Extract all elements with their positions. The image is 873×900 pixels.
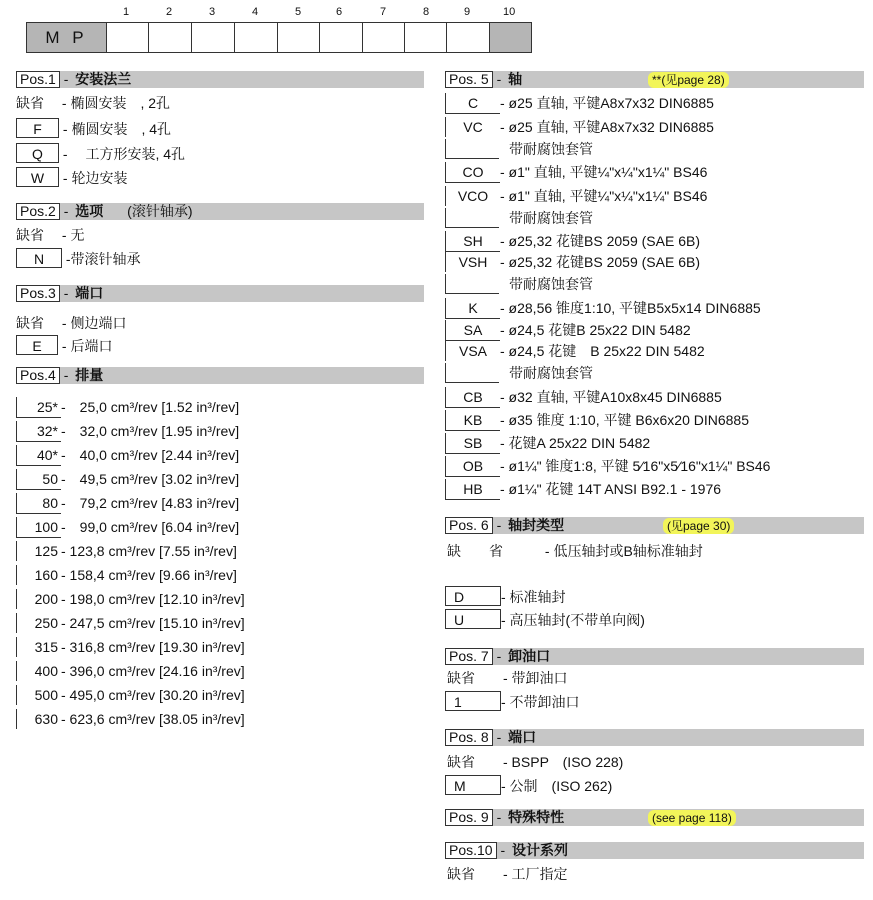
dash: - <box>496 729 502 745</box>
option-code: Q <box>16 143 59 163</box>
option-text: - 椭圆安装 , 4孔 <box>62 121 172 137</box>
list-item <box>447 864 568 884</box>
option-text: - 198,0 cm³/rev [12.10 in³/rev] <box>61 591 245 607</box>
option-text: - 40,0 cm³/rev [2.44 in³/rev] <box>61 447 240 463</box>
option-code: VCO <box>445 186 500 206</box>
option-text: - ø1" 直轴, 平键¼"x¼"x1¼" BS46 <box>500 188 708 204</box>
option-code: 250 <box>16 613 61 633</box>
list-item <box>445 456 770 477</box>
option-code: 1 <box>445 691 501 711</box>
page-reference-highlight: (见page 30) <box>663 518 734 534</box>
option-text: - ø25 直轴, 平键A8x7x32 DIN6885 <box>500 95 714 111</box>
option-text: - ø1¼" 锥度1:8, 平键 5⁄16"x5⁄16"x1¼" BS46 <box>500 458 771 474</box>
option-code: SB <box>445 433 500 454</box>
model-prefix: M P <box>27 23 107 52</box>
option-code: HB <box>445 479 500 500</box>
pos-tag: Pos.2 <box>16 203 60 220</box>
option-subtext: 带耐腐蚀套管 <box>509 141 593 157</box>
option-code: 缺省 <box>16 227 44 243</box>
list-item <box>16 445 239 466</box>
option-code: 40* <box>16 445 61 466</box>
list-item <box>445 252 700 272</box>
dash: - <box>63 367 69 383</box>
code-cell-8 <box>405 23 447 52</box>
option-code: 50 <box>16 469 61 490</box>
code-cell-6 <box>320 23 363 52</box>
option-text: - 316,8 cm³/rev [19.30 in³/rev] <box>61 639 245 655</box>
option-code: 630 <box>16 709 61 729</box>
list-item <box>16 118 171 139</box>
option-text: - 标准轴封 <box>501 589 566 605</box>
list-item <box>447 541 703 561</box>
position-number: 6 <box>336 6 343 18</box>
option-code: W <box>16 167 59 187</box>
option-code: 160 <box>16 565 61 585</box>
section-title: 端口 <box>75 285 104 301</box>
option-text: - 工方形安装, 4孔 <box>62 146 186 162</box>
code-cell-9 <box>447 23 490 52</box>
option-code: 80 <box>16 493 61 514</box>
option-code: F <box>16 118 59 138</box>
option-code: 500 <box>16 685 61 705</box>
section-header-pos10 <box>445 842 864 859</box>
section-title: 轴 <box>508 71 523 87</box>
position-number: 1 <box>123 6 130 18</box>
option-code: VSA <box>445 341 500 361</box>
option-code: VSH <box>445 252 500 272</box>
option-text: - ø24,5 花键B 25x22 DIN 5482 <box>500 322 691 338</box>
section-header-pos2 <box>16 203 424 220</box>
option-code: 缺省 <box>447 754 475 770</box>
option-code: CO <box>445 162 500 183</box>
option-text: - ø25,32 花键BS 2059 (SAE 6B) <box>500 254 700 270</box>
position-number: 5 <box>295 6 302 18</box>
option-text: - 高压轴封(不带单向阀) <box>501 612 645 628</box>
option-code: OB <box>445 456 500 477</box>
option-code: 125 <box>16 541 61 561</box>
section-title: 轴封类型 <box>508 517 565 533</box>
section-note: (滚针轴承) <box>127 203 193 219</box>
list-item <box>16 93 170 113</box>
option-text: - 79,2 cm³/rev [4.83 in³/rev] <box>61 495 240 511</box>
list-item <box>16 637 245 657</box>
option-text: - 不带卸油口 <box>501 694 580 710</box>
list-item <box>16 469 239 490</box>
option-text: - 椭圆安装 , 2孔 <box>61 95 171 111</box>
option-code: VC <box>445 117 500 137</box>
list-item <box>445 775 612 796</box>
list-item <box>445 341 705 361</box>
list-item <box>16 248 141 269</box>
option-text: - 99,0 cm³/rev [6.04 in³/rev] <box>61 519 240 535</box>
option-text: - 123,8 cm³/rev [7.55 in³/rev] <box>61 543 237 559</box>
option-text: - BSPP (ISO 228) <box>503 754 624 770</box>
dash: - <box>63 285 69 301</box>
list-item <box>445 298 761 319</box>
option-code: K <box>445 298 500 319</box>
list-item <box>447 752 623 772</box>
code-cell-5 <box>278 23 320 52</box>
code-box-continuation <box>445 139 499 159</box>
option-text: - 工厂指定 <box>503 866 568 882</box>
list-item <box>445 93 714 114</box>
list-item <box>16 517 239 538</box>
list-item <box>447 668 568 688</box>
option-text: - 25,0 cm³/rev [1.52 in³/rev] <box>61 399 240 415</box>
pos-tag: Pos. 6 <box>445 517 493 534</box>
list-item <box>16 143 185 164</box>
code-box-continuation <box>445 208 499 228</box>
dash: - <box>63 203 69 219</box>
option-subtext: 带耐腐蚀套管 <box>509 365 593 381</box>
option-text: - 侧边端口 <box>61 315 127 331</box>
list-item <box>445 387 722 408</box>
pos-tag: Pos.10 <box>445 842 497 859</box>
dash: - <box>496 809 502 825</box>
position-number: 4 <box>252 6 259 18</box>
code-box-continuation <box>445 363 499 383</box>
option-text: - ø1¼" 花键 14T ANSI B92.1 - 1976 <box>500 481 722 497</box>
dash: - <box>496 71 502 87</box>
dash: - <box>496 648 502 664</box>
section-title: 选项 <box>75 203 104 219</box>
position-number: 3 <box>209 6 216 18</box>
list-item <box>445 609 645 630</box>
pos-tag: Pos. 8 <box>445 729 493 746</box>
option-code: 32* <box>16 421 61 442</box>
section-header-pos1 <box>16 71 424 88</box>
option-code: U <box>445 609 501 629</box>
option-code: 25* <box>16 397 61 418</box>
section-header-pos8 <box>445 729 864 746</box>
code-cell-2 <box>149 23 192 52</box>
list-item <box>16 709 245 729</box>
option-code: 200 <box>16 589 61 609</box>
list-item <box>16 167 127 188</box>
option-text: - 低压轴封或B轴标准轴封 <box>544 543 703 559</box>
option-code: N <box>16 248 62 268</box>
option-text: - 花键A 25x22 DIN 5482 <box>500 435 651 451</box>
position-number: 9 <box>464 6 471 18</box>
list-item <box>16 613 245 633</box>
option-text: - 带卸油口 <box>503 670 568 686</box>
option-text: - 轮边安装 <box>62 170 128 186</box>
option-text: - ø28,56 锥度1:10, 平键B5x5x14 DIN6885 <box>500 300 761 316</box>
option-code: SA <box>445 320 500 341</box>
option-code: 缺省 <box>447 866 475 882</box>
code-cell-1 <box>107 23 149 52</box>
list-item <box>445 320 691 341</box>
option-code: 缺省 <box>447 670 475 686</box>
list-item <box>445 586 566 607</box>
option-text: - 49,5 cm³/rev [3.02 in³/rev] <box>61 471 240 487</box>
list-item <box>16 685 245 705</box>
option-text: -带滚针轴承 <box>65 251 141 267</box>
code-box-continuation <box>445 274 499 294</box>
list-item <box>16 541 237 561</box>
list-item <box>16 313 126 333</box>
list-item <box>445 162 707 183</box>
option-code: 缺 省 <box>447 543 503 559</box>
option-code: 400 <box>16 661 61 681</box>
section-title: 卸油口 <box>508 648 551 664</box>
list-item <box>16 335 112 356</box>
list-item <box>445 479 721 500</box>
section-title: 特殊特性 <box>508 809 565 825</box>
list-item <box>445 117 714 137</box>
pos-tag: Pos. 7 <box>445 648 493 665</box>
option-subtext: 带耐腐蚀套管 <box>509 210 593 226</box>
ordering-code-grid <box>26 22 532 53</box>
dash: - <box>63 71 69 87</box>
list-item <box>16 565 237 585</box>
list-item <box>445 691 580 712</box>
section-header-pos3 <box>16 285 424 302</box>
code-cell-10 <box>490 23 531 52</box>
option-text: - ø1" 直轴, 平键¼"x¼"x1¼" BS46 <box>500 164 708 180</box>
option-text: - 无 <box>61 227 85 243</box>
list-item <box>445 410 749 431</box>
code-cell-7 <box>363 23 405 52</box>
option-text: - 495,0 cm³/rev [30.20 in³/rev] <box>61 687 245 703</box>
option-code: KB <box>445 410 500 431</box>
option-text: - 396,0 cm³/rev [24.16 in³/rev] <box>61 663 245 679</box>
list-item <box>445 186 707 206</box>
option-text: - 公制 (ISO 262) <box>501 778 613 794</box>
option-code: SH <box>445 231 500 252</box>
option-text: - 623,6 cm³/rev [38.05 in³/rev] <box>61 711 245 727</box>
list-item <box>16 493 239 514</box>
option-text: - ø32 直轴, 平键A10x8x45 DIN6885 <box>500 389 722 405</box>
option-text: - 32,0 cm³/rev [1.95 in³/rev] <box>61 423 240 439</box>
pos-tag: Pos.4 <box>16 367 60 384</box>
section-title: 端口 <box>508 729 537 745</box>
option-code: 缺省 <box>16 95 44 111</box>
code-cell-4 <box>235 23 278 52</box>
section-header-pos4 <box>16 367 424 384</box>
option-code: CB <box>445 387 500 408</box>
option-code: 100 <box>16 517 61 538</box>
pos-tag: Pos. 5 <box>445 71 493 88</box>
pos-tag: Pos.1 <box>16 71 60 88</box>
option-text: - 后端口 <box>61 338 113 354</box>
option-text: - 247,5 cm³/rev [15.10 in³/rev] <box>61 615 245 631</box>
option-code: D <box>445 586 501 606</box>
list-item <box>16 421 239 442</box>
option-text: - ø25,32 花键BS 2059 (SAE 6B) <box>500 233 700 249</box>
page-reference-highlight: **(见page 28) <box>648 72 729 88</box>
option-text: - 158,4 cm³/rev [9.66 in³/rev] <box>61 567 237 583</box>
option-subtext: 带耐腐蚀套管 <box>509 276 593 292</box>
page-reference-highlight: (see page 118) <box>648 810 736 826</box>
option-text: - ø35 锥度 1:10, 平键 B6x6x20 DIN6885 <box>500 412 749 428</box>
section-title: 设计系列 <box>512 842 569 858</box>
section-title: 排量 <box>75 367 104 383</box>
option-code: C <box>445 93 500 114</box>
option-code: M <box>445 775 501 795</box>
list-item <box>16 589 245 609</box>
pos-tag: Pos.3 <box>16 285 60 302</box>
option-code: E <box>16 335 58 355</box>
option-code: 315 <box>16 637 61 657</box>
position-number: 10 <box>503 6 516 18</box>
list-item <box>445 433 650 454</box>
position-number: 7 <box>380 6 387 18</box>
option-code: 缺省 <box>16 315 44 331</box>
section-header-pos7 <box>445 648 864 665</box>
list-item <box>445 231 700 252</box>
option-text: - ø25 直轴, 平键A8x7x32 DIN6885 <box>500 119 714 135</box>
pos-tag: Pos. 9 <box>445 809 493 826</box>
section-header-pos6 <box>445 517 864 534</box>
list-item <box>16 661 245 681</box>
section-title: 安装法兰 <box>75 71 132 87</box>
dash: - <box>500 842 506 858</box>
dash: - <box>496 517 502 533</box>
position-number: 2 <box>166 6 173 18</box>
code-cell-3 <box>192 23 235 52</box>
list-item <box>16 397 239 418</box>
list-item <box>16 225 84 245</box>
position-number: 8 <box>423 6 430 18</box>
option-text: - ø24,5 花键 B 25x22 DIN 5482 <box>500 343 705 359</box>
